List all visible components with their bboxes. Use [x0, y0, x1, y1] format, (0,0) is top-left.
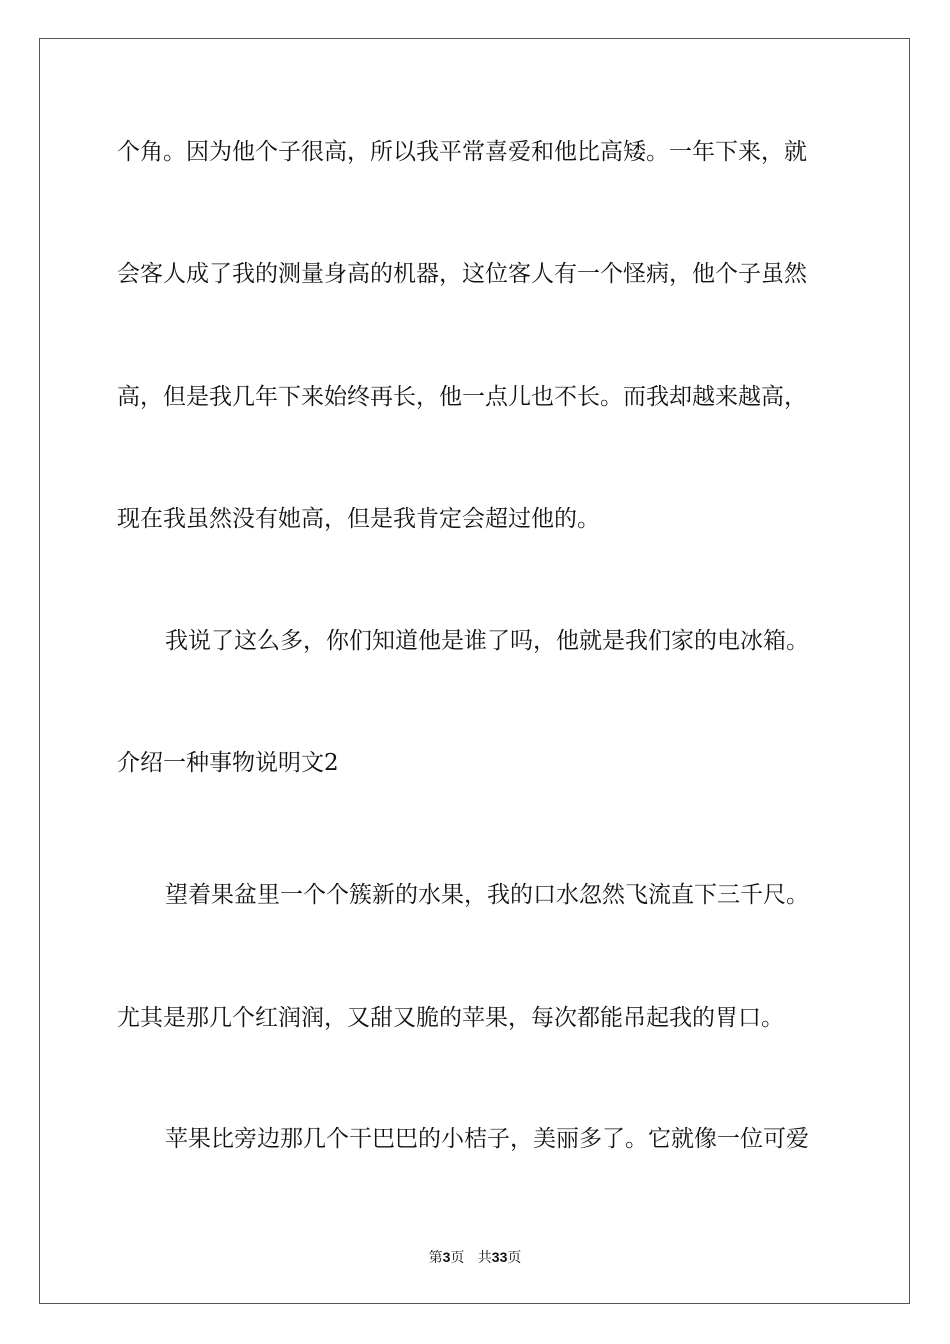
text-line-7: 望着果盆里一个个簇新的水果，我的口水忽然飞流直下三千尺。	[165, 882, 809, 908]
page-unit: 页	[450, 1250, 465, 1266]
text-line-3: 高，但是我几年下来始终再长，他一点儿也不长。而我却越来越高，	[117, 384, 807, 410]
page-footer	[0, 1248, 950, 1267]
text-line-1: 个角。因为他个子很高，所以我平常喜爱和他比高矮。一年下来，就	[117, 139, 807, 165]
text-line-8: 尤其是那几个红润润，又甜又脆的苹果，每次都能吊起我的胃口。	[117, 1005, 784, 1031]
text-line-9: 苹果比旁边那几个干巴巴的小桔子，美丽多了。它就像一位可爱	[165, 1126, 809, 1152]
page-prefix: 第	[428, 1250, 443, 1266]
total-unit: 页	[507, 1250, 522, 1266]
text-line-5: 我说了这么多，你们知道他是谁了吗，他就是我们家的电冰箱。	[165, 628, 809, 654]
text-line-4: 现在我虽然没有她高，但是我肯定会超过他的。	[117, 506, 600, 532]
total-prefix: 共	[477, 1250, 492, 1266]
section-heading: 介绍一种事物说明文2	[117, 750, 339, 776]
text-line-2: 会客人成了我的测量身高的机器，这位客人有一个怪病，他个子虽然	[117, 261, 807, 287]
page-border	[39, 38, 910, 1304]
page-total: 33	[491, 1249, 508, 1265]
page-current: 3	[442, 1249, 451, 1265]
